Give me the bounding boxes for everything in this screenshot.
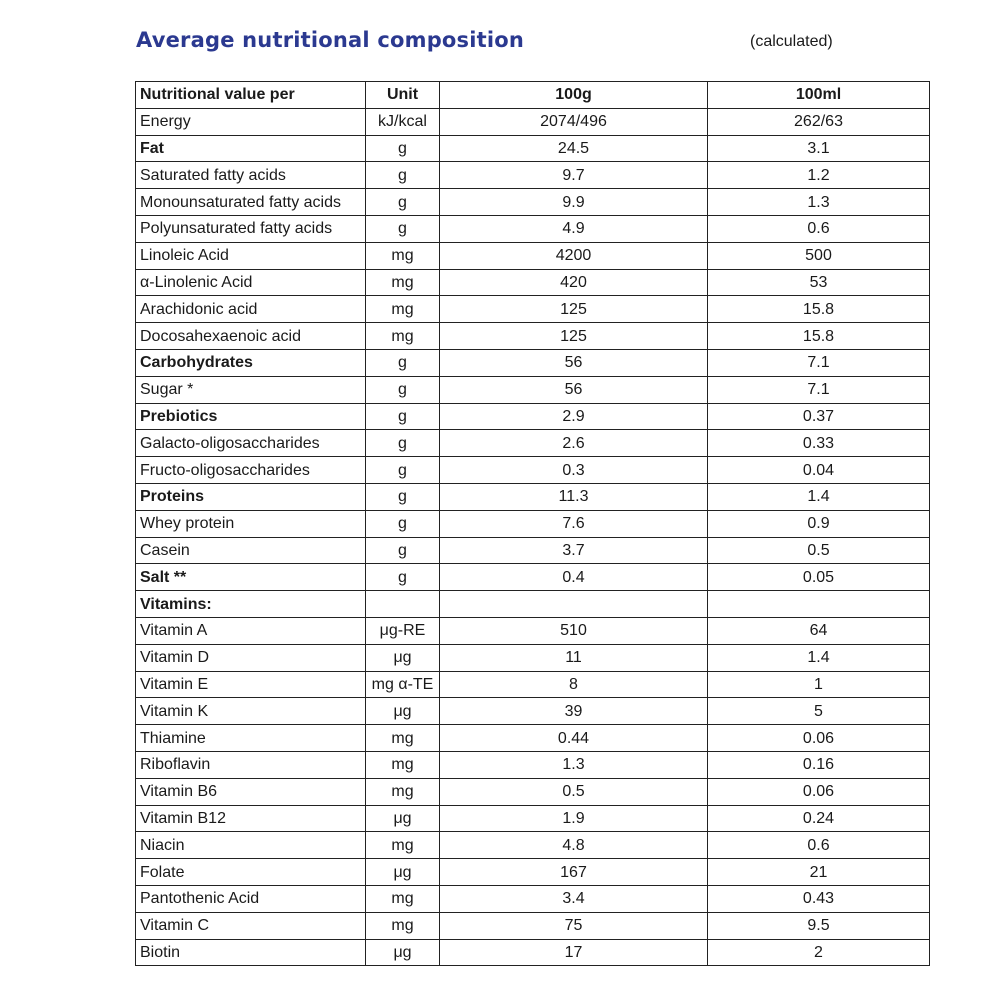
row-nutrient-name: Vitamin B6 [136, 778, 366, 805]
row-unit: mg [366, 832, 440, 859]
row-value-per-100ml: 5 [708, 698, 930, 725]
row-nutrient-name: Energy [136, 108, 366, 135]
row-nutrient-name: Pantothenic Acid [136, 885, 366, 912]
row-unit [366, 591, 440, 618]
row-value-per-100ml: 9.5 [708, 912, 930, 939]
row-nutrient-name: Vitamin D [136, 644, 366, 671]
row-value-per-100ml: 0.43 [708, 885, 930, 912]
row-value-per-100ml: 500 [708, 242, 930, 269]
table-row [136, 671, 930, 698]
row-unit: μg-RE [366, 617, 440, 644]
table-row [136, 296, 930, 323]
row-nutrient-name: Vitamin B12 [136, 805, 366, 832]
row-value-per-100g: 0.3 [440, 457, 708, 484]
row-nutrient-name: Vitamins: [136, 591, 366, 618]
row-value-per-100ml: 0.33 [708, 430, 930, 457]
row-nutrient-name: Galacto-oligosaccharides [136, 430, 366, 457]
table-row [136, 591, 930, 618]
row-nutrient-name: Fat [136, 135, 366, 162]
table-row [136, 189, 930, 216]
row-value-per-100ml: 7.1 [708, 349, 930, 376]
row-value-per-100g: 167 [440, 859, 708, 886]
table-row [136, 269, 930, 296]
row-unit: g [366, 457, 440, 484]
row-value-per-100ml: 21 [708, 859, 930, 886]
row-unit: mg [366, 242, 440, 269]
row-unit: kJ/kcal [366, 108, 440, 135]
row-nutrient-name: Sugar * [136, 376, 366, 403]
table-row [136, 457, 930, 484]
table-row [136, 751, 930, 778]
table-row [136, 242, 930, 269]
row-value-per-100ml: 0.6 [708, 832, 930, 859]
table-row [136, 537, 930, 564]
row-value-per-100g: 1.9 [440, 805, 708, 832]
row-nutrient-name: Salt ** [136, 564, 366, 591]
row-value-per-100g: 4.8 [440, 832, 708, 859]
row-nutrient-name: Folate [136, 859, 366, 886]
row-unit: g [366, 162, 440, 189]
header-nutritional-value: Nutritional value per [136, 82, 366, 109]
row-nutrient-name: Monounsaturated fatty acids [136, 189, 366, 216]
row-value-per-100ml: 15.8 [708, 296, 930, 323]
row-value-per-100ml: 53 [708, 269, 930, 296]
row-value-per-100g: 420 [440, 269, 708, 296]
row-unit: g [366, 349, 440, 376]
row-value-per-100ml: 0.06 [708, 778, 930, 805]
row-nutrient-name: α-Linolenic Acid [136, 269, 366, 296]
row-value-per-100g: 510 [440, 617, 708, 644]
row-unit: g [366, 376, 440, 403]
table-row [136, 483, 930, 510]
table-row [136, 323, 930, 350]
row-value-per-100g: 7.6 [440, 510, 708, 537]
row-unit: mg [366, 269, 440, 296]
table-row [136, 162, 930, 189]
row-nutrient-name: Biotin [136, 939, 366, 966]
row-value-per-100g: 75 [440, 912, 708, 939]
table-row [136, 644, 930, 671]
table-row [136, 135, 930, 162]
row-value-per-100ml: 2 [708, 939, 930, 966]
table-row [136, 698, 930, 725]
row-value-per-100g: 125 [440, 323, 708, 350]
nutrition-table [135, 81, 930, 966]
row-nutrient-name: Vitamin A [136, 617, 366, 644]
row-value-per-100ml: 262/63 [708, 108, 930, 135]
row-nutrient-name: Carbohydrates [136, 349, 366, 376]
row-value-per-100ml: 3.1 [708, 135, 930, 162]
row-value-per-100ml: 0.9 [708, 510, 930, 537]
table-row [136, 725, 930, 752]
row-nutrient-name: Arachidonic acid [136, 296, 366, 323]
row-unit: g [366, 537, 440, 564]
row-nutrient-name: Prebiotics [136, 403, 366, 430]
table-row [136, 832, 930, 859]
table-row [136, 859, 930, 886]
row-unit: mg [366, 885, 440, 912]
row-unit: g [366, 215, 440, 242]
row-value-per-100ml [708, 591, 930, 618]
row-value-per-100ml: 1 [708, 671, 930, 698]
row-unit: g [366, 189, 440, 216]
row-value-per-100g: 0.44 [440, 725, 708, 752]
row-nutrient-name: Polyunsaturated fatty acids [136, 215, 366, 242]
row-value-per-100ml: 0.6 [708, 215, 930, 242]
row-value-per-100g: 4.9 [440, 215, 708, 242]
row-value-per-100g: 4200 [440, 242, 708, 269]
table-row [136, 778, 930, 805]
row-unit: mg [366, 323, 440, 350]
row-nutrient-name: Riboflavin [136, 751, 366, 778]
row-nutrient-name: Saturated fatty acids [136, 162, 366, 189]
row-value-per-100g: 24.5 [440, 135, 708, 162]
row-nutrient-name: Thiamine [136, 725, 366, 752]
row-value-per-100g: 2.9 [440, 403, 708, 430]
row-unit: μg [366, 939, 440, 966]
row-value-per-100ml: 1.4 [708, 483, 930, 510]
table-row [136, 108, 930, 135]
table-row [136, 215, 930, 242]
row-value-per-100ml: 0.16 [708, 751, 930, 778]
row-value-per-100ml: 1.2 [708, 162, 930, 189]
row-nutrient-name: Vitamin K [136, 698, 366, 725]
row-nutrient-name: Docosahexaenoic acid [136, 323, 366, 350]
row-unit: mg [366, 912, 440, 939]
row-value-per-100g: 125 [440, 296, 708, 323]
row-nutrient-name: Casein [136, 537, 366, 564]
row-unit: μg [366, 644, 440, 671]
header-per-100ml: 100ml [708, 82, 930, 109]
table-row [136, 376, 930, 403]
row-unit: μg [366, 805, 440, 832]
row-value-per-100g: 2074/496 [440, 108, 708, 135]
table-row [136, 939, 930, 966]
row-value-per-100g: 0.5 [440, 778, 708, 805]
row-unit: g [366, 403, 440, 430]
row-value-per-100g: 17 [440, 939, 708, 966]
row-value-per-100g: 56 [440, 349, 708, 376]
row-unit: μg [366, 859, 440, 886]
row-value-per-100g: 11 [440, 644, 708, 671]
header-per-100g: 100g [440, 82, 708, 109]
row-nutrient-name: Vitamin E [136, 671, 366, 698]
row-value-per-100g: 1.3 [440, 751, 708, 778]
row-unit: μg [366, 698, 440, 725]
row-value-per-100g: 0.4 [440, 564, 708, 591]
table-row [136, 885, 930, 912]
row-nutrient-name: Linoleic Acid [136, 242, 366, 269]
row-value-per-100g: 3.7 [440, 537, 708, 564]
row-nutrient-name: Proteins [136, 483, 366, 510]
row-value-per-100g [440, 591, 708, 618]
row-value-per-100ml: 15.8 [708, 323, 930, 350]
row-unit: g [366, 510, 440, 537]
row-unit: g [366, 564, 440, 591]
calculated-note: (calculated) [750, 33, 833, 50]
row-value-per-100g: 39 [440, 698, 708, 725]
row-value-per-100ml: 0.24 [708, 805, 930, 832]
row-unit: mg α-TE [366, 671, 440, 698]
row-value-per-100ml: 1.3 [708, 189, 930, 216]
row-nutrient-name: Whey protein [136, 510, 366, 537]
row-nutrient-name: Fructo-oligosaccharides [136, 457, 366, 484]
row-value-per-100ml: 0.04 [708, 457, 930, 484]
row-value-per-100g: 56 [440, 376, 708, 403]
row-unit: g [366, 135, 440, 162]
table-row [136, 403, 930, 430]
row-value-per-100ml: 64 [708, 617, 930, 644]
row-value-per-100g: 11.3 [440, 483, 708, 510]
row-value-per-100ml: 7.1 [708, 376, 930, 403]
row-value-per-100g: 3.4 [440, 885, 708, 912]
row-value-per-100g: 9.9 [440, 189, 708, 216]
row-value-per-100ml: 0.06 [708, 725, 930, 752]
row-unit: g [366, 430, 440, 457]
row-value-per-100ml: 0.05 [708, 564, 930, 591]
row-value-per-100g: 2.6 [440, 430, 708, 457]
row-unit: mg [366, 778, 440, 805]
header-unit: Unit [366, 82, 440, 109]
table-row [136, 617, 930, 644]
row-value-per-100ml: 0.5 [708, 537, 930, 564]
row-nutrient-name: Niacin [136, 832, 366, 859]
row-unit: mg [366, 751, 440, 778]
row-unit: mg [366, 725, 440, 752]
table-row [136, 430, 930, 457]
page-title: Average nutritional composition [136, 28, 525, 52]
table-row [136, 564, 930, 591]
table-body [136, 108, 930, 966]
table-row [136, 805, 930, 832]
row-value-per-100g: 8 [440, 671, 708, 698]
table-row [136, 912, 930, 939]
row-value-per-100g: 9.7 [440, 162, 708, 189]
row-unit: mg [366, 296, 440, 323]
row-value-per-100ml: 1.4 [708, 644, 930, 671]
table-row [136, 510, 930, 537]
table-row [136, 349, 930, 376]
row-unit: g [366, 483, 440, 510]
row-value-per-100ml: 0.37 [708, 403, 930, 430]
table-header-row [136, 82, 930, 109]
row-nutrient-name: Vitamin C [136, 912, 366, 939]
